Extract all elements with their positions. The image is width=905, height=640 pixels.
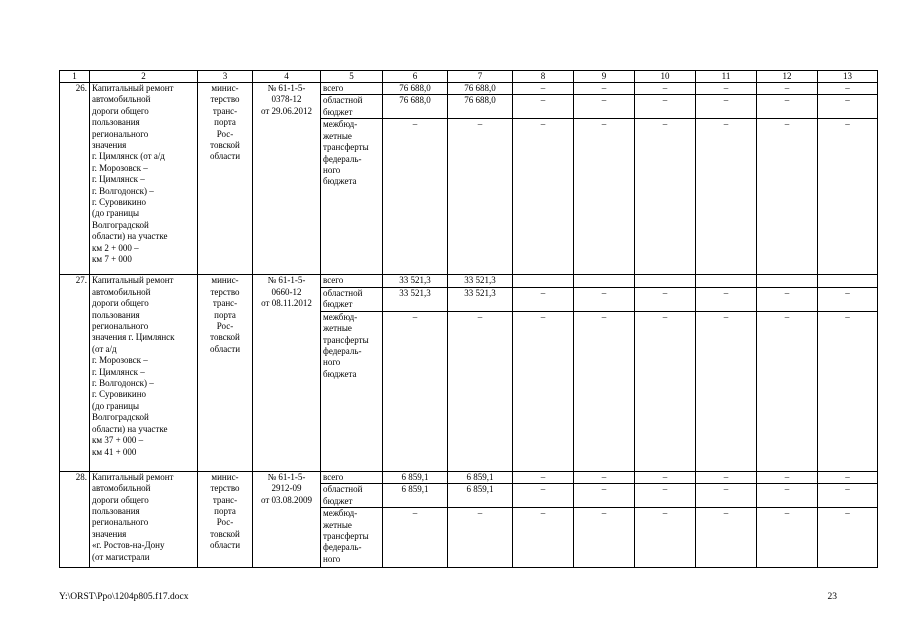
column-header-8: 8	[513, 71, 574, 83]
amount-col8: –	[513, 484, 574, 508]
amount-col7: 76 688,0	[448, 95, 513, 119]
amount-col11: –	[696, 484, 757, 508]
column-header-12: 12	[757, 71, 818, 83]
object-description: Капитальный ремонт автомобильной дороги общего пользования регионального значения «г. Ростов-на-Дону (от магистрали	[90, 471, 198, 567]
amount-col9: –	[574, 311, 635, 471]
amount-col10: –	[635, 95, 696, 119]
amount-col9: –	[574, 83, 635, 95]
amount-col11	[696, 275, 757, 287]
header-row	[60, 71, 878, 83]
column-header-2: 2	[90, 71, 198, 83]
column-header-11: 11	[696, 71, 757, 83]
amount-col13: –	[818, 119, 878, 275]
amount-col9: –	[574, 508, 635, 568]
funding-source: всего	[321, 275, 383, 287]
amount-col8: –	[513, 311, 574, 471]
amount-col9	[574, 275, 635, 287]
amount-col13: –	[818, 83, 878, 95]
column-header-1: 1	[60, 71, 90, 83]
amount-col11: –	[696, 287, 757, 311]
funding-source: всего	[321, 471, 383, 483]
table-body	[60, 83, 878, 568]
funding-source: областной бюджет	[321, 484, 383, 508]
amount-col6: 6 859,1	[383, 471, 448, 483]
amount-col13: –	[818, 95, 878, 119]
amount-col10: –	[635, 83, 696, 95]
amount-col13: –	[818, 484, 878, 508]
amount-col10: –	[635, 311, 696, 471]
responsible-org: минис- терство транс- порта Рос- товской области	[198, 83, 253, 275]
table-row	[60, 83, 878, 95]
table-row	[60, 275, 878, 287]
object-description: Капитальный ремонт автомобильной дороги общего пользования регионального значения г. Цимлянск (от а/д г. Морозовск – г. Цимлянск – г. Волгодонск) – г. Суровикино (до границы Волгоградской области) на участке км 2 + 000 – км 7 + 000	[90, 83, 198, 275]
amount-col8: –	[513, 471, 574, 483]
amount-col12: –	[757, 311, 818, 471]
column-header-3: 3	[198, 71, 253, 83]
amount-col13: –	[818, 508, 878, 568]
column-header-13: 13	[818, 71, 878, 83]
amount-col7: –	[448, 311, 513, 471]
amount-col8	[513, 275, 574, 287]
amount-col11: –	[696, 119, 757, 275]
amount-col12: –	[757, 484, 818, 508]
amount-col8: –	[513, 95, 574, 119]
amount-col9: –	[574, 95, 635, 119]
amount-col13: –	[818, 287, 878, 311]
document-ref: № 61-1-5- 0660-12 от 08.11.2012	[253, 275, 321, 471]
row-number: 28.	[60, 471, 90, 567]
amount-col7: 33 521,3	[448, 275, 513, 287]
column-header-6: 6	[383, 71, 448, 83]
amount-col6: 33 521,3	[383, 275, 448, 287]
amount-col7: 33 521,3	[448, 287, 513, 311]
column-header-4: 4	[253, 71, 321, 83]
responsible-org: минис- терство транс- порта Рос- товской области	[198, 275, 253, 471]
amount-col11: –	[696, 508, 757, 568]
amount-col7: –	[448, 119, 513, 275]
amount-col9: –	[574, 287, 635, 311]
funding-source: областной бюджет	[321, 95, 383, 119]
amount-col6: 6 859,1	[383, 484, 448, 508]
amount-col8: –	[513, 119, 574, 275]
amount-col6: –	[383, 508, 448, 568]
funding-source: межбюд- жетные трансферты федераль- ного	[321, 508, 383, 568]
amount-col13	[818, 275, 878, 287]
amount-col6: 33 521,3	[383, 287, 448, 311]
page-number: 23	[827, 592, 837, 602]
amount-col10: –	[635, 119, 696, 275]
budget-table	[59, 70, 878, 568]
amount-col10: –	[635, 508, 696, 568]
amount-col11: –	[696, 83, 757, 95]
responsible-org: минис- терство транс- порта Рос- товской области	[198, 471, 253, 567]
amount-col7: 6 859,1	[448, 484, 513, 508]
amount-col8: –	[513, 508, 574, 568]
amount-col11: –	[696, 95, 757, 119]
table-row	[60, 471, 878, 483]
amount-col9: –	[574, 119, 635, 275]
amount-col10	[635, 275, 696, 287]
amount-col7: 76 688,0	[448, 83, 513, 95]
file-path: Y:\ORST\Ppo\1204p805.f17.docx	[59, 592, 189, 602]
amount-col6: 76 688,0	[383, 83, 448, 95]
amount-col12: –	[757, 119, 818, 275]
funding-source: межбюд- жетные трансферты федераль- ного бюджета	[321, 119, 383, 275]
amount-col10: –	[635, 287, 696, 311]
amount-col12: –	[757, 287, 818, 311]
funding-source: межбюд- жетные трансферты федераль- ного бюджета	[321, 311, 383, 471]
amount-col12: –	[757, 471, 818, 483]
amount-col12: –	[757, 83, 818, 95]
column-header-7: 7	[448, 71, 513, 83]
amount-col11: –	[696, 471, 757, 483]
document-ref: № 61-1-5- 2912-09 от 03.08.2009	[253, 471, 321, 567]
amount-col7: –	[448, 508, 513, 568]
row-number: 27.	[60, 275, 90, 471]
column-header-10: 10	[635, 71, 696, 83]
amount-col10: –	[635, 471, 696, 483]
amount-col8: –	[513, 83, 574, 95]
amount-col7: 6 859,1	[448, 471, 513, 483]
amount-col9: –	[574, 471, 635, 483]
amount-col12: –	[757, 508, 818, 568]
amount-col11: –	[696, 311, 757, 471]
amount-col8: –	[513, 287, 574, 311]
column-header-9: 9	[574, 71, 635, 83]
funding-source: всего	[321, 83, 383, 95]
amount-col13: –	[818, 471, 878, 483]
amount-col13: –	[818, 311, 878, 471]
amount-col10: –	[635, 484, 696, 508]
row-number: 26.	[60, 83, 90, 275]
object-description: Капитальный ремонт автомобильной дороги общего пользования регионального значения г. Цимлянск (от а/д г. Морозовск – г. Цимлянск – г. Волгодонск) – г. Суровикино (до границы Волгоградской области) на участке км 37 + 000 – км 41 + 000	[90, 275, 198, 471]
amount-col6: –	[383, 311, 448, 471]
amount-col9: –	[574, 484, 635, 508]
amount-col12: –	[757, 95, 818, 119]
amount-col6: 76 688,0	[383, 95, 448, 119]
column-header-5: 5	[321, 71, 383, 83]
document-ref: № 61-1-5- 0378-12 от 29.06.2012	[253, 83, 321, 275]
amount-col6: –	[383, 119, 448, 275]
funding-source: областной бюджет	[321, 287, 383, 311]
amount-col12	[757, 275, 818, 287]
